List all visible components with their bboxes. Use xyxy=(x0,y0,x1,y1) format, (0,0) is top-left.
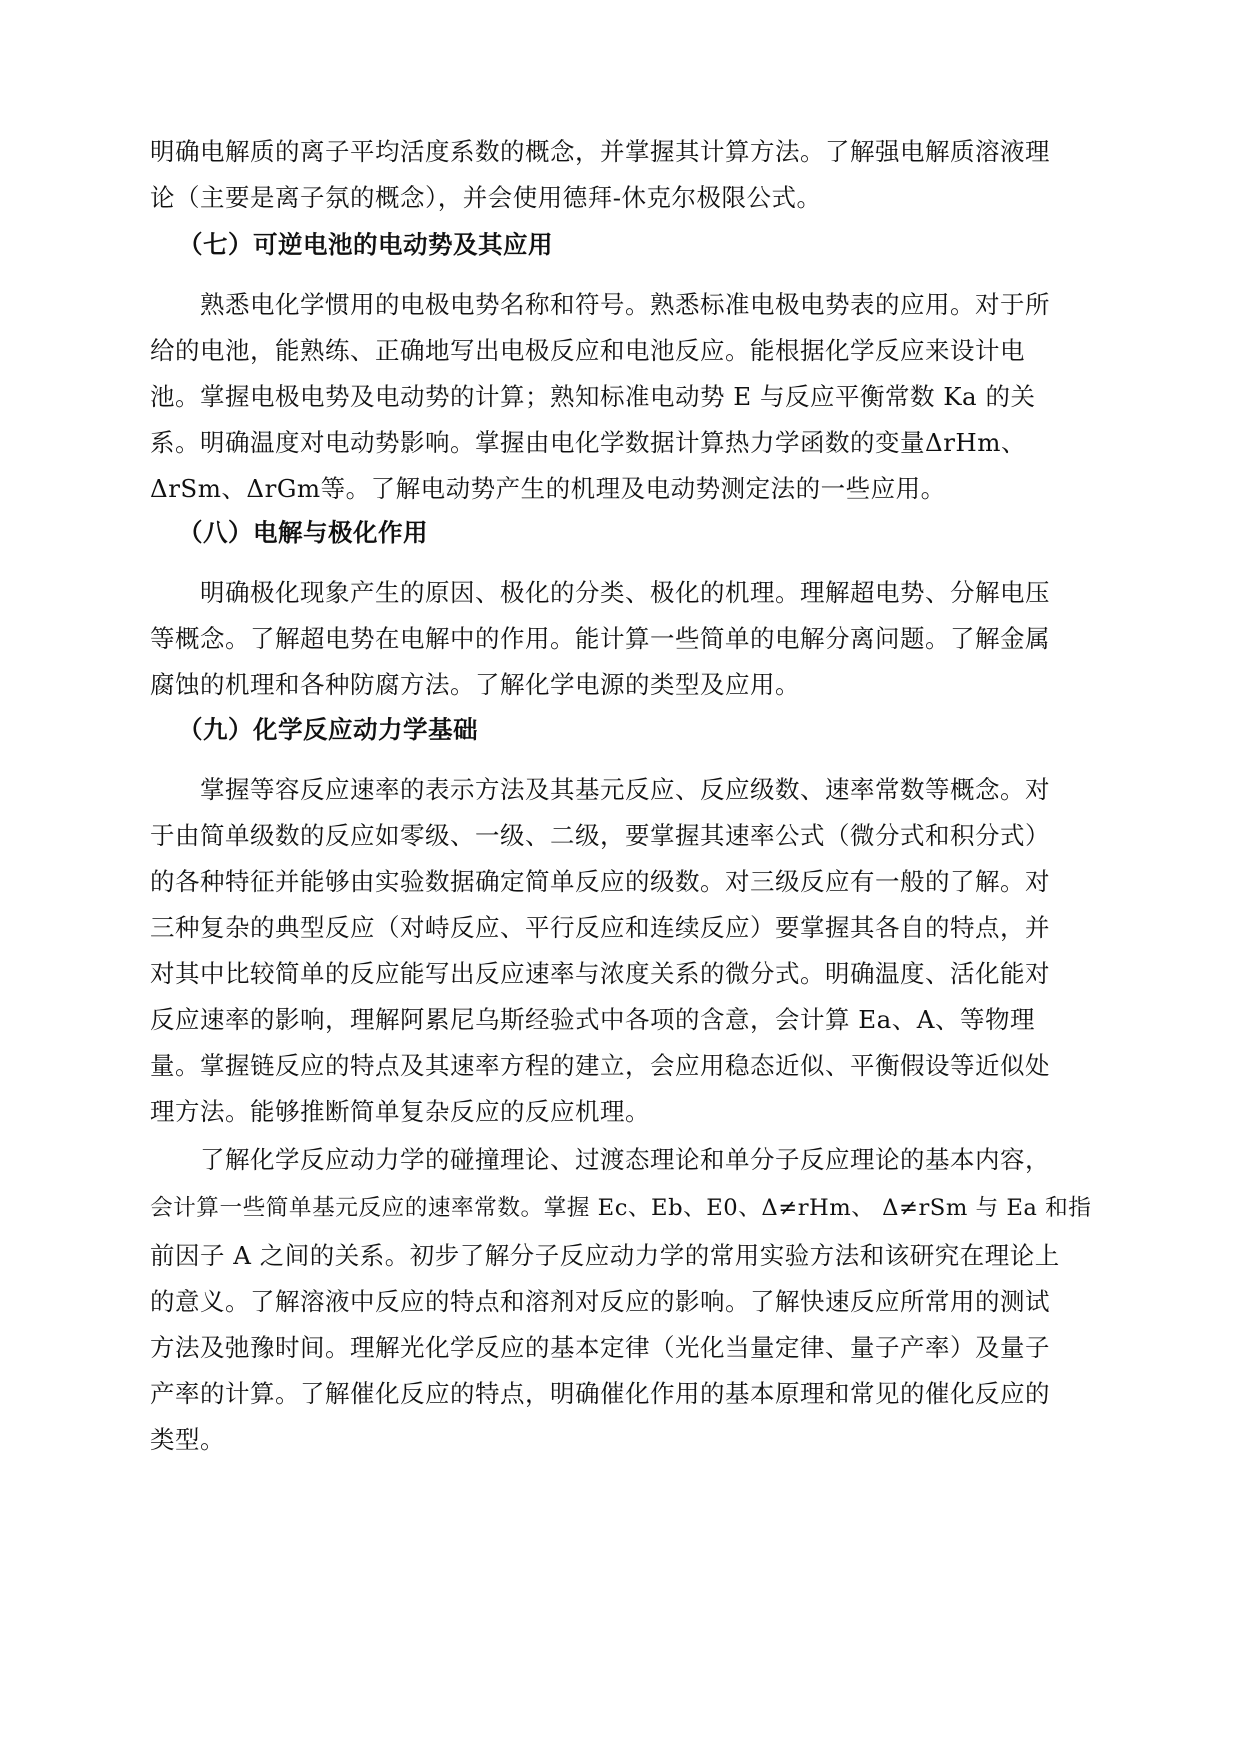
text-line: 理方法。能够推断简单复杂反应的反应机理。 xyxy=(150,1097,650,1126)
text-line: 了解化学反应动力学的碰撞理论、过渡态理论和单分子反应理论的基本内容， xyxy=(200,1145,1050,1174)
text-line: 反应速率的影响，理解阿累尼乌斯经验式中各项的含意，会计算 Ea、A、等物理 xyxy=(150,1005,1035,1034)
text-line: 的各种特征并能够由实验数据确定简单反应的级数。对三级反应有一般的了解。对 xyxy=(150,867,1050,896)
text-line: ΔrSm、ΔrGm等。了解电动势产生的机理及电动势测定法的一些应用。 xyxy=(150,474,946,503)
text-line: 熟悉电化学惯用的电极电势名称和符号。熟悉标准电极电势表的应用。对于所 xyxy=(200,290,1050,319)
text-line: 量。掌握链反应的特点及其速率方程的建立，会应用稳态近似、平衡假设等近似处 xyxy=(150,1051,1050,1080)
text-line: 产率的计算。了解催化反应的特点，明确催化作用的基本原理和常见的催化反应的 xyxy=(150,1379,1050,1408)
text-line: 于由简单级数的反应如零级、一级、二级，要掌握其速率公式（微分式和积分式） xyxy=(150,821,1050,850)
text-line: 方法及弛豫时间。理解光化学反应的基本定律（光化当量定律、量子产率）及量子 xyxy=(150,1333,1050,1362)
text-line: 等概念。了解超电势在电解中的作用。能计算一些简单的电解分离问题。了解金属 xyxy=(150,624,1050,653)
text-line: 池。掌握电极电势及电动势的计算；熟知标准电动势 E 与反应平衡常数 Ka 的关 xyxy=(150,382,1036,411)
text-line: 论（主要是离子氛的概念），并会使用德拜-休克尔极限公式。 xyxy=(150,183,822,212)
text-line: 前因子 A 之间的关系。初步了解分子反应动力学的常用实验方法和该研究在理论上 xyxy=(150,1241,1060,1270)
section8-heading: （八）电解与极化作用 xyxy=(178,518,428,547)
text-line: 的意义。了解溶液中反应的特点和溶剂对反应的影响。了解快速反应所常用的测试 xyxy=(150,1287,1050,1316)
text-line: 类型。 xyxy=(150,1425,225,1454)
text-line: 对其中比较简单的反应能写出反应速率与浓度关系的微分式。明确温度、活化能对 xyxy=(150,959,1050,988)
text-line: 系。明确温度对电动势影响。掌握由电化学数据计算热力学函数的变量ΔrHm、 xyxy=(150,428,1026,457)
section7-heading: （七）可逆电池的电动势及其应用 xyxy=(178,230,553,259)
text-line: 给的电池，能熟练、正确地写出电极反应和电池反应。能根据化学反应来设计电 xyxy=(150,336,1025,365)
section9-heading: （九）化学反应动力学基础 xyxy=(178,715,478,744)
text-line: 腐蚀的机理和各种防腐方法。了解化学电源的类型及应用。 xyxy=(150,670,800,699)
text-line: 明确极化现象产生的原因、极化的分类、极化的机理。理解超电势、分解电压 xyxy=(200,578,1050,607)
text-line: 会计算一些简单基元反应的速率常数。掌握 Ec、Eb、E0、Δ≠rHm、 Δ≠rSm 与 Ea 和指 xyxy=(150,1195,1092,1221)
text-line: 掌握等容反应速率的表示方法及其基元反应、反应级数、速率常数等概念。对 xyxy=(200,775,1050,804)
text-line: 明确电解质的离子平均活度系数的概念，并掌握其计算方法。了解强电解质溶液理 xyxy=(150,137,1050,166)
text-line: 三种复杂的典型反应（对峙反应、平行反应和连续反应）要掌握其各自的特点，并 xyxy=(150,913,1050,942)
